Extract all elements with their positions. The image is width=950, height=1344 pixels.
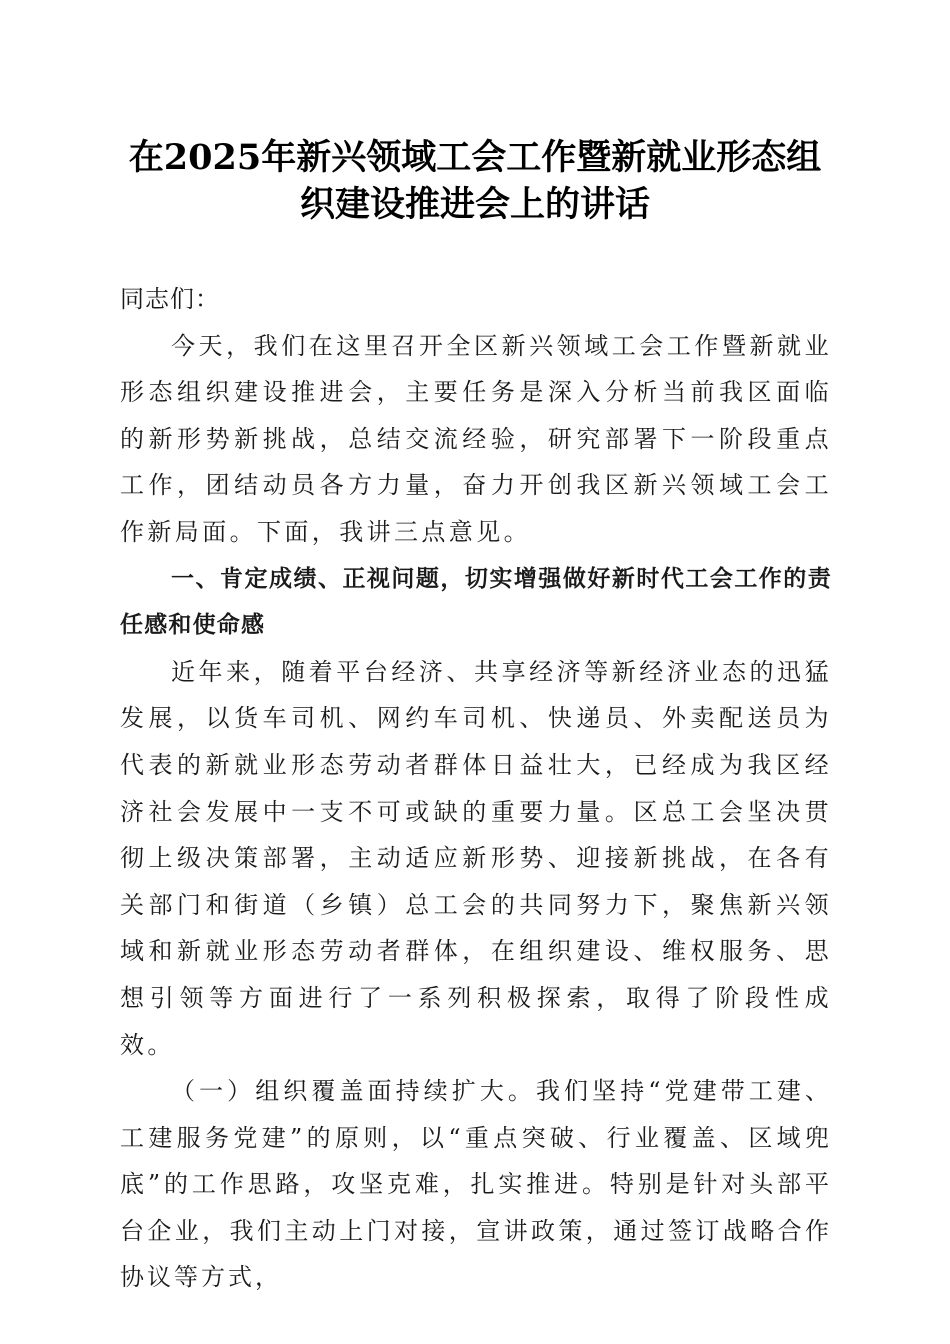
document-title	[100, 134, 850, 228]
document-body	[120, 276, 832, 1301]
paragraph-intro: 今天，我们在这里召开全区新兴领域工会工作暨新就业形态组织建设推进会，主要任务是深入分析当前我区面临的新形势新挑战，总结交流经验，研究部署下一阶段重点工作，团结动员各方力量，奋力开创我区新兴领域工会工作新局面。下面，我讲三点意见。	[120, 331, 832, 546]
document-title-line-2: 织建设推进会上的讲话	[299, 184, 650, 225]
greeting: 同志们：	[120, 285, 220, 313]
paragraph-organization-coverage: （一）组织覆盖面持续扩大。我们坚持“党建带工建、工建服务党建”的原则，以“重点突破、行业覆盖、区域兜底”的工作思路，攻坚克难，扎实推进。特别是针对头部平台企业，我们主动上门对接，宣讲政策，通过签订战略合作协议等方式，	[120, 1077, 832, 1292]
section-heading-1: 一、肯定成绩、正视问题，切实增强做好新时代工会工作的责任感和使命感	[120, 565, 832, 639]
document-title-line-1: 在2025年新兴领域工会工作暨新就业形态组	[128, 137, 822, 178]
paragraph-achievements: 近年来，随着平台经济、共享经济等新经济业态的迅猛发展，以货车司机、网约车司机、快递员、外卖配送员为代表的新就业形态劳动者群体日益壮大，已经成为我区经济社会发展中一支不可或缺的重要力量。区总工会坚决贯彻上级决策部署，主动适应新形势、迎接新挑战，在各有关部门和街道（乡镇）总工会的共同努力下，聚焦新兴领域和新就业形态劳动者群体，在组织建设、维权服务、思想引领等方面进行了一系列积极探索，取得了阶段性成效。	[120, 657, 832, 1059]
